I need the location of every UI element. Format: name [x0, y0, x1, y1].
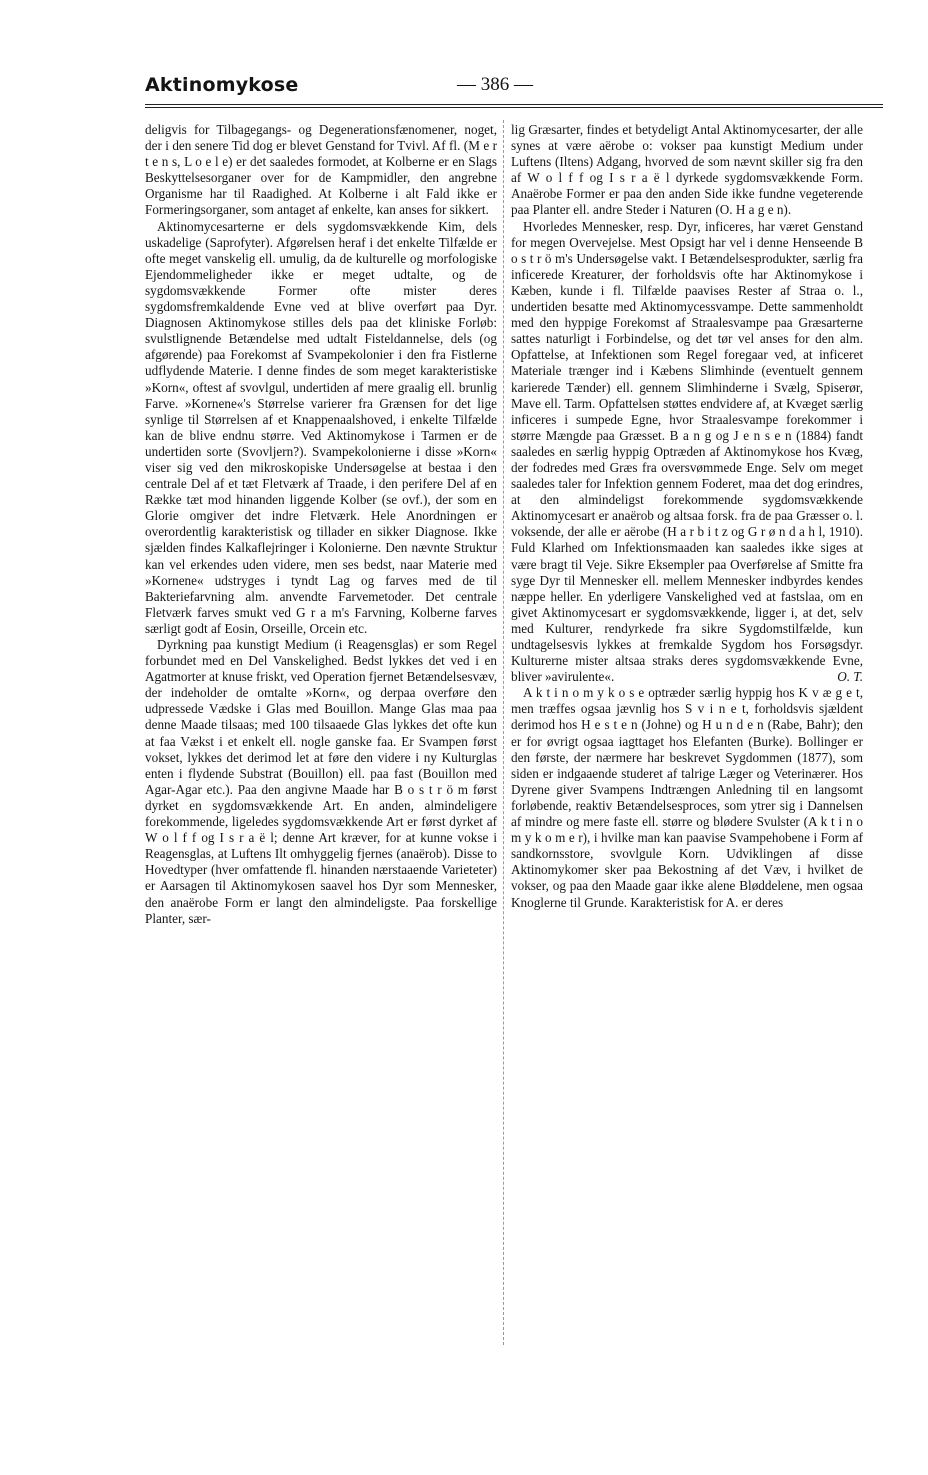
paragraph: Aktinomycesarterne er dels sygdomsvækkende Kim, dels uskadelige (Saprofyter). Afgørelsen heraf i det enkelte Tilfælde er ofte meget vanskelig ell. umulig, da de kulturelle og morfologiske Ejendommeligheder ikke er meget udtalte, og de sygdomsvækkende Former ofte mister deres sygdomsfremkaldende Evne ved at blive overført paa Dyr. Diagnosen Aktinomykose stilles dels paa det kliniske Forløb: svulstlignende Betændelse med udtalt Fisteldannelse, dels (og afgørende) paa Forekomst af Svampekolonier i den fra Fistlerne udflydende Materie. I denne findes de som meget karakteristiske »Korn«, oftest af svovlgul, undertiden af mere graalig ell. brunlig Farve. »Kornene«'s Størrelse varierer fra Grænsen for det lige synlige til Størrelsen af et Knappenaalshoved, i enkelte Tilfælde kan de blive endnu større. Ved Aktinomykose i Tarmen er de undertiden sorte (Svovljern?). Svampekolonierne i disse »Korn« viser sig ved den mikroskopiske Undersøgelse at bestaa i den centrale Del af et tæt Fletværk af Traade, i den perifere Del af en Række tæt mod hinanden liggende Kolber (se ovf.), der som en Glorie omgiver det indre Fletværk. Hele Anordningen er overordentlig karakteristisk og tillader en sikker Diagnose. Ikke sjælden findes Kalkaflejringer i Kolonierne. Den nævnte Struktur kan vel erkendes uden videre, men ses bedst, naar Materie med »Kornene« udstryges i tyndt Lag og farves med de til Bakteriefarvning alm. anvendte Farvemetoder. Det centrale Fletværk farves smukt ved G r a m's Farvning, Kolberne farves særligt godt af Eosin, Orseille, Orcein etc.: [145, 218, 497, 636]
header-title: Aktinomykose: [145, 74, 299, 96]
running-header: [145, 74, 883, 100]
page-number: — 386 —: [457, 74, 533, 95]
right-column: [511, 122, 863, 911]
paragraph: A k t i n o m y k o s e optræder særlig hyppig hos K v æ g e t, men træffes ogsaa jævnlig hos S v i n e t, forholdsvis sjældent derimod hos H e s t e n (Johne) og H u n d e n (Rabe, Bahr); den er for øvrigt ogsaa iagttaget hos Elefanten (Burke). Bollinger er den første, der nærmere har beskrevet Sygdommen (1877), som siden er indgaaende studeret af talrige Læger og Veterinærer. Hos Dyrene giver Svampens Indtrængen Anledning til en langsomt forløbende, reaktiv Betændelsesproces, som ytrer sig i Dannelsen af mindre og mere faste ell. større og blødere Svulster (A k t i n o m y k o m e r), i hvilke man kan paavise Svampehobene i Form af sandkornsstore, svovlgule Korn. Udviklingen af disse Aktinomykomer sker paa Bekostning af det Væv, i hvilket de vokser, og paa den Maade gaar ikke alene Bløddelene, men ogsaa Knoglerne til Grunde. Karakteristisk for A. er deres: [511, 685, 863, 910]
paragraph-with-signature: [511, 219, 863, 686]
column-divider: [503, 120, 504, 1345]
left-column: [145, 122, 497, 927]
paragraph: lig Græsarter, findes et betydeligt Antal Aktinomycesarter, der alle synes at være aërobe o: vokser paa kunstigt Medium under Luftens (Iltens) Adgang, hvorved de som nævnt skiller sig fra den af W o l f f og I s r a ë l dyrkede sygdomsvækkende Form. Anaërobe Former er paa den anden Side ikke fundne vegeterende paa Planter ell. andre Steder i Naturen (O. H a g e n).: [511, 122, 863, 218]
header-rule-bottom: [145, 107, 883, 108]
author-signature: O. T.: [837, 669, 863, 685]
header-rule-top: [145, 104, 883, 105]
paragraph: deligvis for Tilbagegangs- og Degenerationsfænomener, noget, der i den senere Tid dog er blevet Genstand for Tvivl. Af fl. (M e r t e n s, L o e l e) er det saaledes formodet, at Kolberne er en Slags Beskyttelsesorganer over for de Kampmidler, den angrebne Organisme har til Raadighed. At Kolberne i alt Fald ikke er Formeringsorganer, som antaget af enkelte, kan anses for sikkert.: [145, 122, 497, 218]
paragraph-text: Hvorledes Mennesker, resp. Dyr, inficeres, har været Genstand for megen Overvejelse. Mest Opsigt har vel i denne Henseende B o s t r ö m's Undersøgelse vakt. I Betændelsesprodukter, særlig fra inficerede Kreaturer, der forholdsvis ofte har Aktinomykose i Kæben, kunde i fl. Tilfælde paavises Rester af Straa o. l., undertiden besatte med Aktinomycessvampe. Dette sammenholdt med den hyppige Forekomst af Straalesvampe paa Græsarterne sattes naturligt i Forbindelse, og det tør vel anses for den alm. Opfattelse, at Infektionen som Regel foregaar ved, at inficeret Materiale trænger ind i Kæbens Slimhinde (eventuelt gennem karierede Tænder) ell. gennem Slimhinderne i Svælg, Spiserør, Mave ell. Tarm. Opfattelsen støttes endvidere af, at Kvæget særlig inficeres i sumpede Egne, hvor Straalesvampe forekommer i større Mængde paa Græsset. B a n g og J e n s e n (1884) fandt saaledes en særlig hyppig Optræden af Aktinomykose hos Kvæg, der fodredes med Græs fra oversvømmede Enge. Selv om meget saaledes taler for Infektion gennem Foderet, maa det dog erindres, at den almindeligst forekommende sygdomsvækkende Aktinomycesart er anaërob og altsaa forsk. fra de paa Græsser o. l. voksende, der alle er aërobe (H a r b i t z og G r ø n d a h l, 1910). Fuld Klarhed om Infektionsmaaden kan saaledes ikke siges at være bragt til Veje. Sikre Eksempler paa Overførelse af Smitte fra syge Dyr til Mennesker ell. mellem Mennesker indbyrdes kendes næppe heller. En yderligere Vanskelighed ved at fastslaa, om en givet Aktinomycesart er sygdomsvækkende, ligger i, at det, selv med Kulturer, rendyrkede fra sikre Sygdomstilfælde, kun undtagelsesvis lykkes at fremkalde Sygdom hos Forsøgsdyr. Kulturerne mister altsaa straks deres sygdomsvækkende Evne, bliver »avirulente«.: [511, 218, 863, 685]
paragraph: Dyrkning paa kunstigt Medium (i Reagensglas) er som Regel forbundet med en Del Vanskelighed. Bedst lykkes det ved i en Agatmorter at knuse friskt, ved Operation fjernet Betændelsesvæv, der indeholder de omtalte »Korn«, og derpaa overføre den udpressede Vædske i Glas med Bouillon. Mange Glas maa paa denne Maade tilsaas; med 100 tilsaaede Glas lykkes det ofte kun at faa Vækst i et enkelt ell. nogle ganske faa. Er Svampen først vokset, lykkes det derimod let at føre den videre i ny Kulturglas enten i flydende Substrat (Bouillon) ell. paa fast (Bouillon med Agar-Agar etc.). Paa den angivne Maade har B o s t r ö m først dyrket en sygdomsvækkende Art. En anden, almindeligere forekommende, ligeledes sygdomsvækkende Art er først dyrket af W o l f f og I s r a ë l; denne Art kræver, for at kunne vokse i Reagensglas, at Luftens Ilt omhyggelig fjernes (anaërob). Disse to Hovedtyper (hver omfattende fl. hinanden nærstaaende Varieteter) er Aarsagen til Aktinomykosen saavel hos Dyr som Mennesker, den anaërobe Form er langt den almindeligste. Paa forskellige Planter, sær-: [145, 637, 497, 926]
